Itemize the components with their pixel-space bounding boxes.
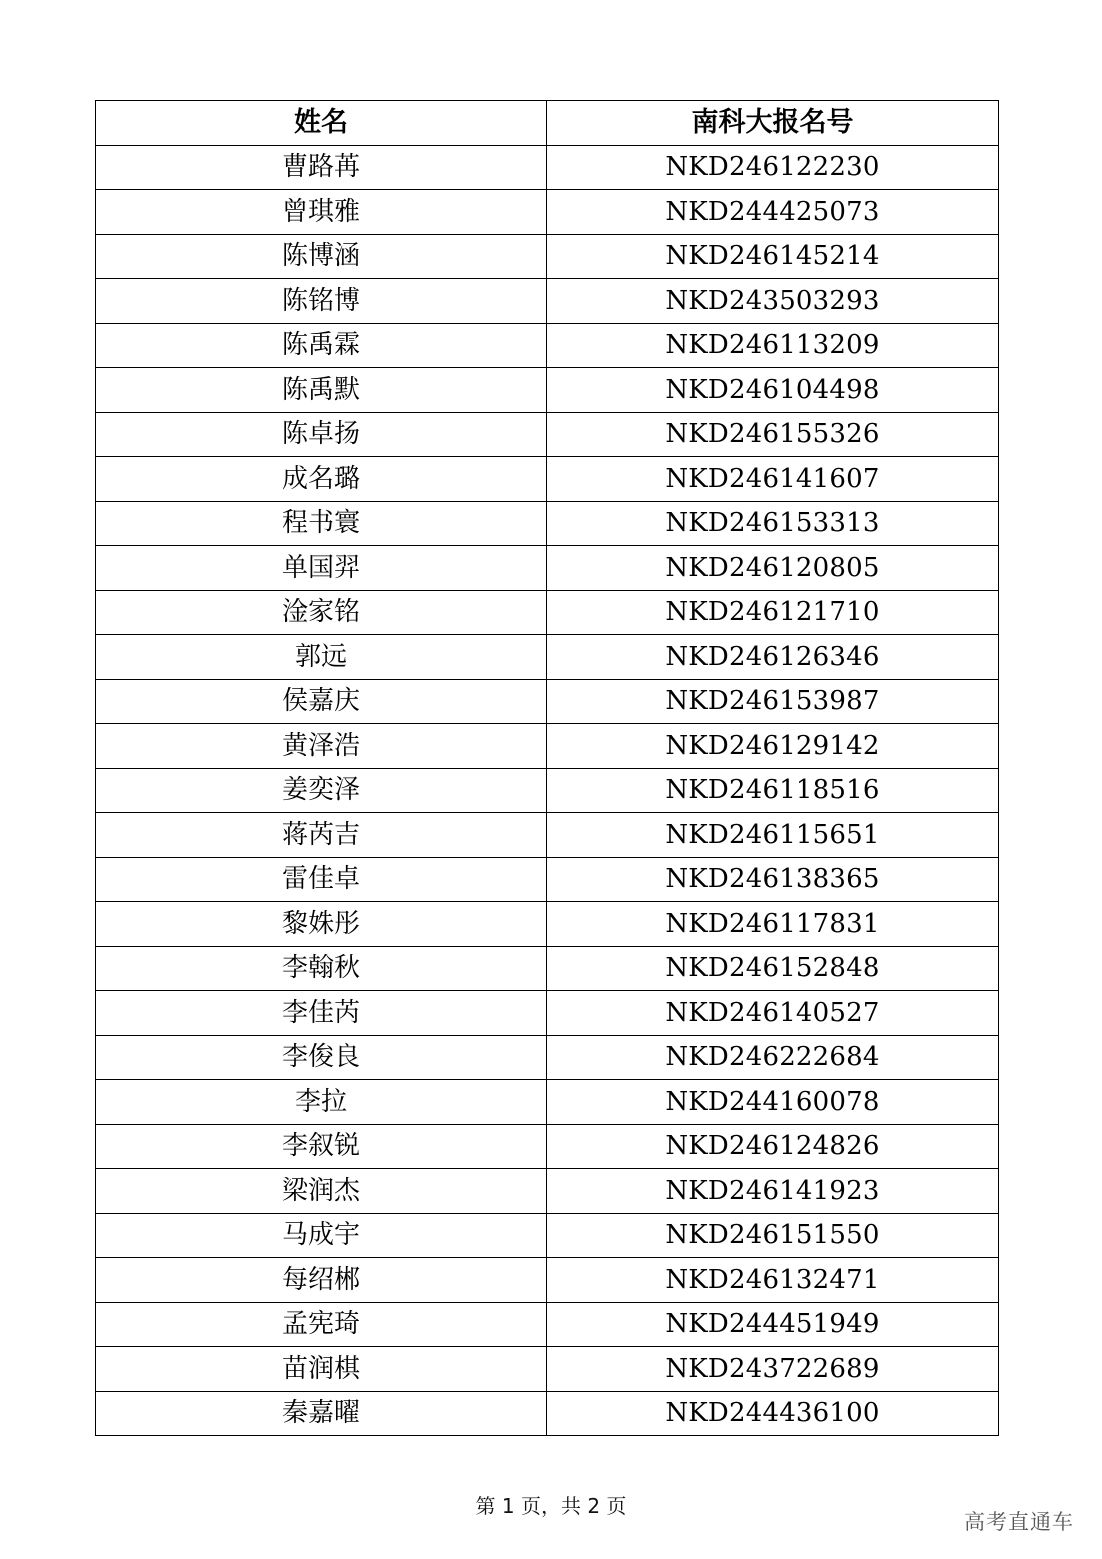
cell-registration-number: NKD244425073 bbox=[547, 190, 999, 235]
table-row bbox=[96, 679, 999, 724]
table-row bbox=[96, 1080, 999, 1125]
table-row bbox=[96, 590, 999, 635]
cell-name: 郭远 bbox=[96, 635, 547, 680]
watermark-logo-text: 高考直通车 bbox=[964, 1510, 1074, 1534]
table-row bbox=[96, 813, 999, 858]
cell-name: 陈铭博 bbox=[96, 279, 547, 324]
table-row bbox=[96, 1124, 999, 1169]
cell-name: 雷佳卓 bbox=[96, 857, 547, 902]
cell-registration-number: NKD246138365 bbox=[547, 857, 999, 902]
cell-name: 陈禹默 bbox=[96, 368, 547, 413]
cell-name: 李俊良 bbox=[96, 1035, 547, 1080]
cell-registration-number: NKD246122230 bbox=[547, 145, 999, 190]
cell-registration-number: NKD246113209 bbox=[547, 323, 999, 368]
table-row bbox=[96, 1258, 999, 1303]
header-name: 姓名 bbox=[96, 101, 547, 146]
cell-registration-number: NKD244160078 bbox=[547, 1080, 999, 1125]
cell-name: 侯嘉庆 bbox=[96, 679, 547, 724]
cell-registration-number: NKD246118516 bbox=[547, 768, 999, 813]
table-row bbox=[96, 234, 999, 279]
cell-name: 陈禹霖 bbox=[96, 323, 547, 368]
cell-registration-number: NKD246145214 bbox=[547, 234, 999, 279]
table-row bbox=[96, 902, 999, 947]
table-row bbox=[96, 368, 999, 413]
cell-name: 陈博涵 bbox=[96, 234, 547, 279]
cell-name: 李佳芮 bbox=[96, 991, 547, 1036]
table-row bbox=[96, 412, 999, 457]
table-row bbox=[96, 145, 999, 190]
cell-registration-number: NKD246132471 bbox=[547, 1258, 999, 1303]
cell-registration-number: NKD244436100 bbox=[547, 1391, 999, 1436]
name-registration-table bbox=[95, 100, 999, 1436]
cell-registration-number: NKD244451949 bbox=[547, 1302, 999, 1347]
table-row bbox=[96, 768, 999, 813]
table-row bbox=[96, 1347, 999, 1392]
cell-name: 曾琪雅 bbox=[96, 190, 547, 235]
cell-registration-number: NKD246152848 bbox=[547, 946, 999, 991]
cell-name: 李叙锐 bbox=[96, 1124, 547, 1169]
cell-registration-number: NKD246141923 bbox=[547, 1169, 999, 1214]
cell-registration-number: NKD246153987 bbox=[547, 679, 999, 724]
table-row bbox=[96, 190, 999, 235]
cell-name: 秦嘉曜 bbox=[96, 1391, 547, 1436]
table-row bbox=[96, 857, 999, 902]
cell-registration-number: NKD246129142 bbox=[547, 724, 999, 769]
cell-name: 李拉 bbox=[96, 1080, 547, 1125]
cell-name: 曹路苒 bbox=[96, 145, 547, 190]
table-row bbox=[96, 323, 999, 368]
table-row bbox=[96, 279, 999, 324]
table-row bbox=[96, 1169, 999, 1214]
cell-registration-number: NKD243503293 bbox=[547, 279, 999, 324]
cell-registration-number: NKD246155326 bbox=[547, 412, 999, 457]
cell-registration-number: NKD246140527 bbox=[547, 991, 999, 1036]
cell-name: 黎姝彤 bbox=[96, 902, 547, 947]
table-row bbox=[96, 724, 999, 769]
cell-name: 每绍郴 bbox=[96, 1258, 547, 1303]
cell-registration-number: NKD246222684 bbox=[547, 1035, 999, 1080]
table-row bbox=[96, 457, 999, 502]
cell-name: 程书寰 bbox=[96, 501, 547, 546]
table-row bbox=[96, 501, 999, 546]
table-row bbox=[96, 1213, 999, 1258]
cell-registration-number: NKD246124826 bbox=[547, 1124, 999, 1169]
cell-name: 单国羿 bbox=[96, 546, 547, 591]
header-registration-number: 南科大报名号 bbox=[547, 101, 999, 146]
cell-registration-number: NKD246126346 bbox=[547, 635, 999, 680]
cell-registration-number: NKD246121710 bbox=[547, 590, 999, 635]
cell-name: 孟宪琦 bbox=[96, 1302, 547, 1347]
table-row bbox=[96, 546, 999, 591]
table-row bbox=[96, 1035, 999, 1080]
cell-name: 成名璐 bbox=[96, 457, 547, 502]
cell-name: 李翰秋 bbox=[96, 946, 547, 991]
table-row bbox=[96, 635, 999, 680]
cell-name: 蒋芮吉 bbox=[96, 813, 547, 858]
table-row bbox=[96, 946, 999, 991]
cell-name: 黄泽浩 bbox=[96, 724, 547, 769]
cell-registration-number: NKD246115651 bbox=[547, 813, 999, 858]
table-header-row bbox=[96, 101, 999, 146]
cell-name: 梁润杰 bbox=[96, 1169, 547, 1214]
cell-registration-number: NKD246104498 bbox=[547, 368, 999, 413]
cell-name: 陈卓扬 bbox=[96, 412, 547, 457]
table-row bbox=[96, 1302, 999, 1347]
cell-registration-number: NKD246117831 bbox=[547, 902, 999, 947]
page-footer: 第 1 页，共 2 页 bbox=[475, 1494, 627, 1518]
cell-name: 姜奕泽 bbox=[96, 768, 547, 813]
table-row bbox=[96, 991, 999, 1036]
cell-registration-number: NKD246141607 bbox=[547, 457, 999, 502]
cell-name: 淦家铭 bbox=[96, 590, 547, 635]
cell-name: 马成宇 bbox=[96, 1213, 547, 1258]
cell-registration-number: NKD246151550 bbox=[547, 1213, 999, 1258]
table-row bbox=[96, 1391, 999, 1436]
table-body bbox=[96, 145, 999, 1436]
cell-registration-number: NKD243722689 bbox=[547, 1347, 999, 1392]
cell-registration-number: NKD246120805 bbox=[547, 546, 999, 591]
cell-registration-number: NKD246153313 bbox=[547, 501, 999, 546]
cell-name: 苗润棋 bbox=[96, 1347, 547, 1392]
